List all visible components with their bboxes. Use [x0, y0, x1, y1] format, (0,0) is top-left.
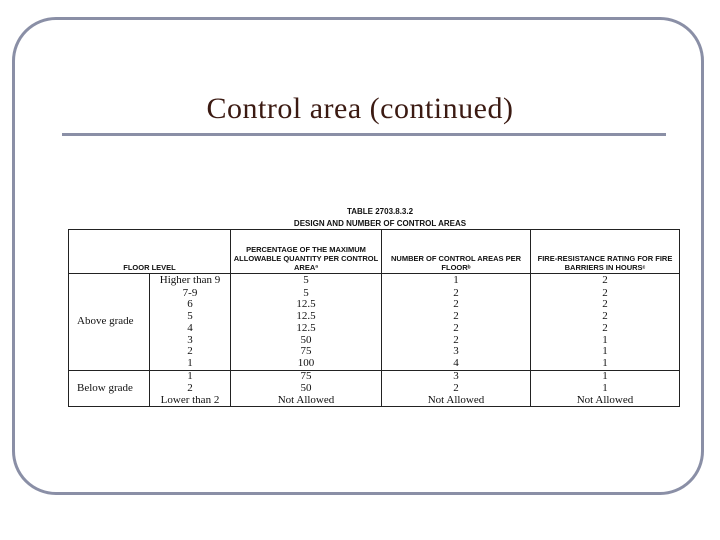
- table-row: [69, 288, 679, 300]
- level-cell: Lower than 2: [150, 395, 231, 407]
- group-label-below-grade: Below grade: [69, 371, 150, 407]
- header-number-of-areas: NUMBER OF CONTROL AREAS PER FLOORᵇ: [382, 230, 531, 274]
- num-cell: 2: [382, 299, 531, 311]
- header-percentage: PERCENTAGE OF THE MAXIMUM ALLOWABLE QUANTITY PER CONTROL AREAª: [231, 230, 382, 274]
- fire-cell: 1: [531, 371, 680, 383]
- table-row: [69, 358, 679, 370]
- fire-cell: 2: [531, 288, 680, 300]
- fire-cell: 1: [531, 346, 680, 358]
- pct-cell: 50: [231, 383, 382, 395]
- level-cell: 3: [150, 335, 231, 347]
- pct-cell: 5: [231, 288, 382, 300]
- num-cell: 3: [382, 346, 531, 358]
- num-cell: Not Allowed: [382, 395, 531, 407]
- pct-cell: 100: [231, 358, 382, 370]
- pct-cell: 75: [231, 346, 382, 358]
- level-cell: Higher than 9: [150, 274, 231, 288]
- fire-cell: 2: [531, 311, 680, 323]
- title-underline: [62, 133, 666, 136]
- table-row: [69, 346, 679, 358]
- group-label-above-grade: Above grade: [77, 315, 134, 328]
- control-areas-table: [68, 229, 680, 407]
- num-cell: 2: [382, 335, 531, 347]
- table-row: [69, 383, 679, 395]
- level-cell: 1: [150, 371, 231, 383]
- num-cell: 2: [382, 383, 531, 395]
- num-cell: 1: [382, 274, 531, 288]
- level-cell: 5: [150, 311, 231, 323]
- header-fire-rating: FIRE-RESISTANCE RATING FOR FIRE BARRIERS IN HOURSᶜ: [531, 230, 680, 274]
- table-caption-title: DESIGN AND NUMBER OF CONTROL AREAS: [293, 219, 467, 228]
- fire-cell: 2: [531, 299, 680, 311]
- level-cell: 2: [150, 346, 231, 358]
- level-cell: 1: [150, 358, 231, 370]
- fire-cell: 1: [531, 335, 680, 347]
- fire-cell: 1: [531, 383, 680, 395]
- level-cell: 6: [150, 299, 231, 311]
- table-row: [69, 323, 679, 335]
- fire-cell: Not Allowed: [531, 395, 680, 407]
- pct-cell: 50: [231, 335, 382, 347]
- pct-cell: 5: [231, 274, 382, 288]
- table-caption-number: TABLE 2703.8.3.2: [346, 207, 414, 216]
- num-cell: 3: [382, 371, 531, 383]
- num-cell: 2: [382, 311, 531, 323]
- table-row: [69, 335, 679, 347]
- num-cell: 4: [382, 358, 531, 370]
- level-cell: 4: [150, 323, 231, 335]
- level-cell: 7-9: [150, 288, 231, 300]
- level-cell: 2: [150, 383, 231, 395]
- fire-cell: 2: [531, 274, 680, 288]
- pct-cell: 12.5: [231, 323, 382, 335]
- pct-cell: 75: [231, 371, 382, 383]
- num-cell: 2: [382, 288, 531, 300]
- slide-title: Control area (continued): [206, 92, 514, 125]
- pct-cell: 12.5: [231, 311, 382, 323]
- table-row: [69, 371, 679, 383]
- table-row: [69, 274, 679, 288]
- fire-cell: 2: [531, 323, 680, 335]
- table-row: [69, 311, 679, 323]
- table-row: [69, 395, 679, 407]
- num-cell: 2: [382, 323, 531, 335]
- fire-cell: 1: [531, 358, 680, 370]
- header-floor-level: FLOOR LEVEL: [69, 230, 231, 274]
- table-header-row: [69, 230, 679, 274]
- pct-cell: Not Allowed: [231, 395, 382, 407]
- pct-cell: 12.5: [231, 299, 382, 311]
- table-row: [69, 299, 679, 311]
